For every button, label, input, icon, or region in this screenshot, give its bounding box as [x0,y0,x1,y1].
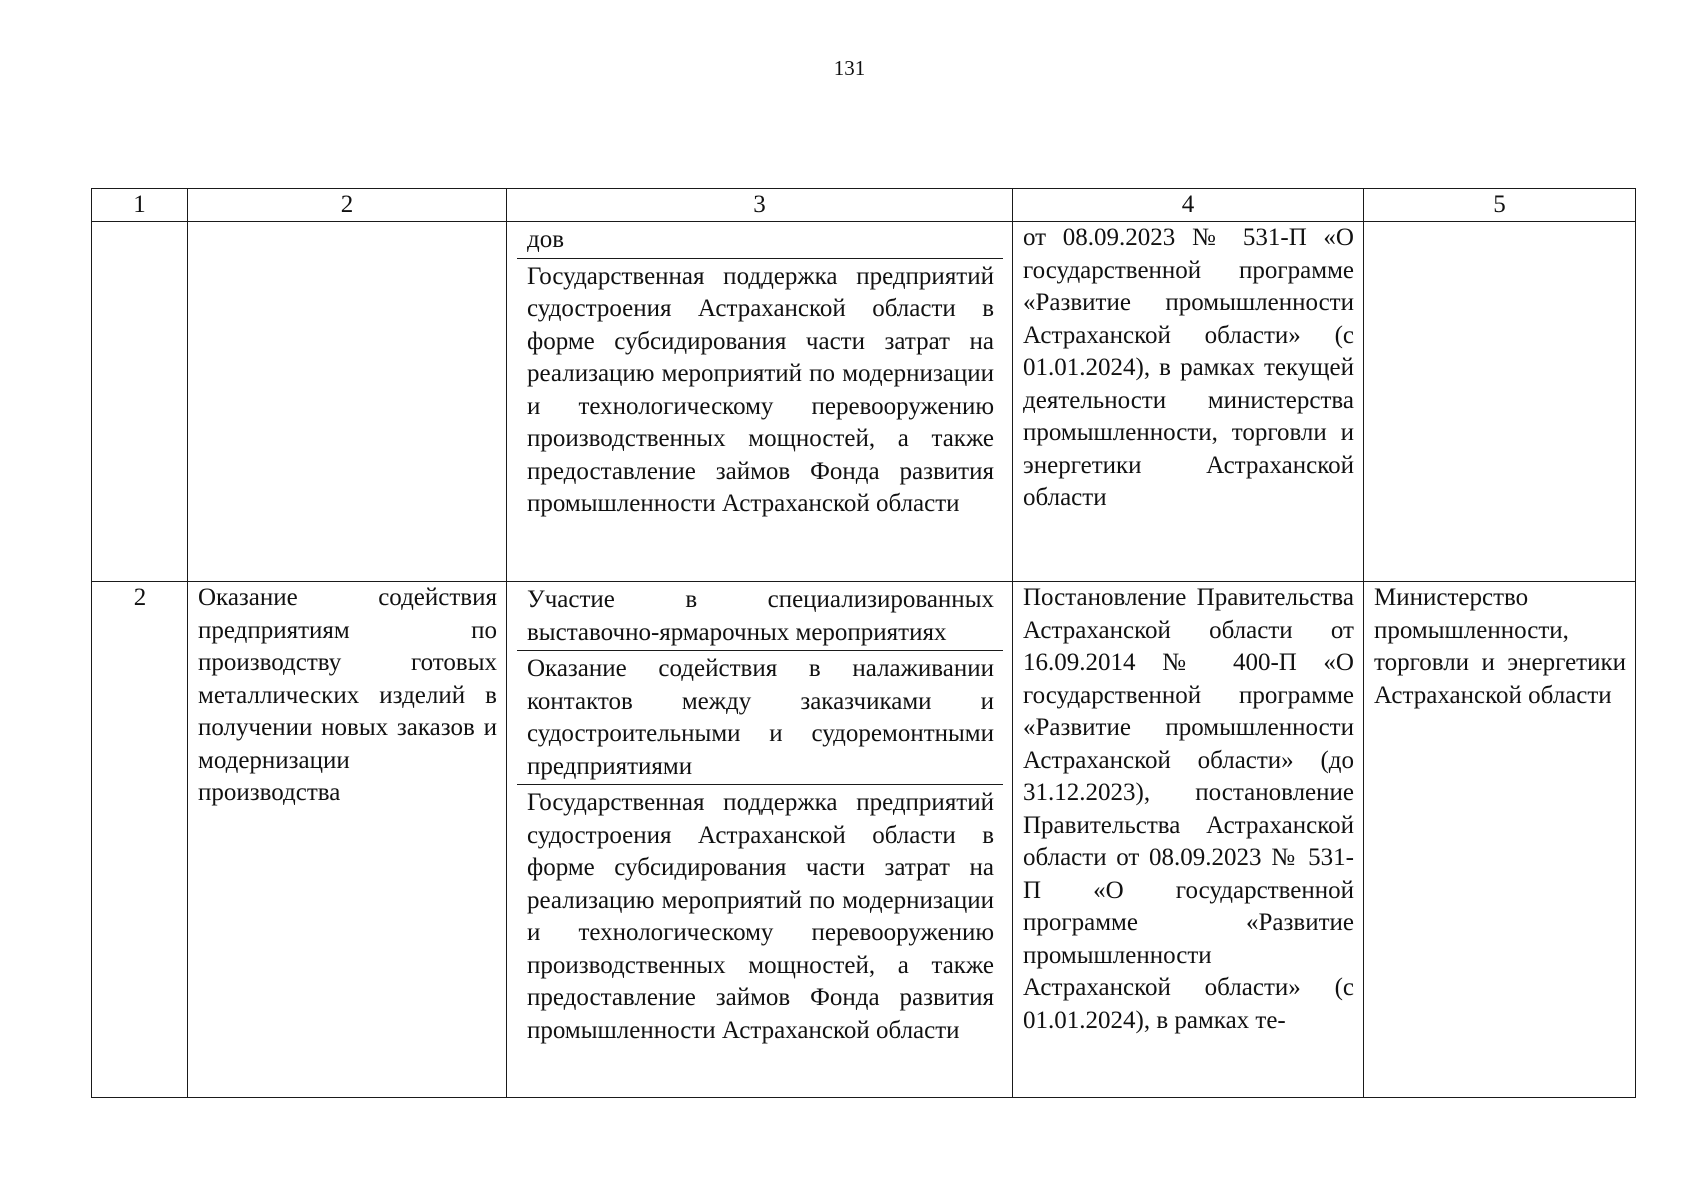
header-col-3: 3 [507,189,1013,222]
measure-item: Оказание содействия в налаживании контактов между заказчиками и судостроительными и судоремонтными предприятиями [517,650,1003,784]
measures-cell [507,582,1013,1098]
table-body [92,222,1636,1098]
row-number-cell [92,222,188,582]
header-col-5: 5 [1364,189,1636,222]
direction-cell: Оказание содействия предприятиям по производству готовых металлических изделий в получении новых заказов и модернизации производства [188,582,507,1098]
header-col-4: 4 [1013,189,1364,222]
direction-cell [188,222,507,582]
header-col-1: 1 [92,189,188,222]
responsible-cell: Министерство промышленности, торговли и энергетики Астраханской области [1364,582,1636,1098]
measures-cell [507,222,1013,582]
row-number-cell: 2 [92,582,188,1098]
table-row-continued [92,222,1636,582]
measure-item: Государственная поддержка предприятий судостроения Астраханской области в форме субсидирования части затрат на реализацию мероприятий по модернизации и технологическому перевооружению производственных мощностей, а также предоставление займов Фонда развития промышленности Астраханской области [517,784,1003,1048]
header-row [92,189,1636,222]
table-header [92,189,1636,222]
measure-item: Участие в специализированных выставочно-ярмарочных мероприятиях [527,586,994,646]
measure-item: Государственная поддержка предприятий судостроения Астраханской области в форме субсидирования части затрат на реализацию мероприятий по модернизации и технологическому перевооружению производственных мощностей, а также предоставление займов Фонда развития промышленности Астраханской области [517,258,1003,522]
measure-item: дов [527,226,565,253]
legal-basis-cell: Постановление Правительства Астраханской области от 16.09.2014 № 400-П «О государственной программе «Развитие промышленности Астраханской области» (до 31.12.2023), постановление Правительства Астраханской области от 08.09.2023 № 531-П «О государственной программе «Развитие промышленности Астраханской области» (с 01.01.2024), в рамках те- [1013,582,1364,1098]
page-number: 131 [833,56,866,80]
legal-basis-cell: от 08.09.2023 № 531-П «О государственной программе «Развитие промышленности Астраханской области» (с 01.01.2024), в рамках текущей деятельности министерства промышленности, торговли и энергетики Астраханской области [1013,222,1364,582]
responsible-cell [1364,222,1636,582]
header-col-2: 2 [188,189,507,222]
table-row-2 [92,582,1636,1098]
measures-table [91,188,1636,1098]
